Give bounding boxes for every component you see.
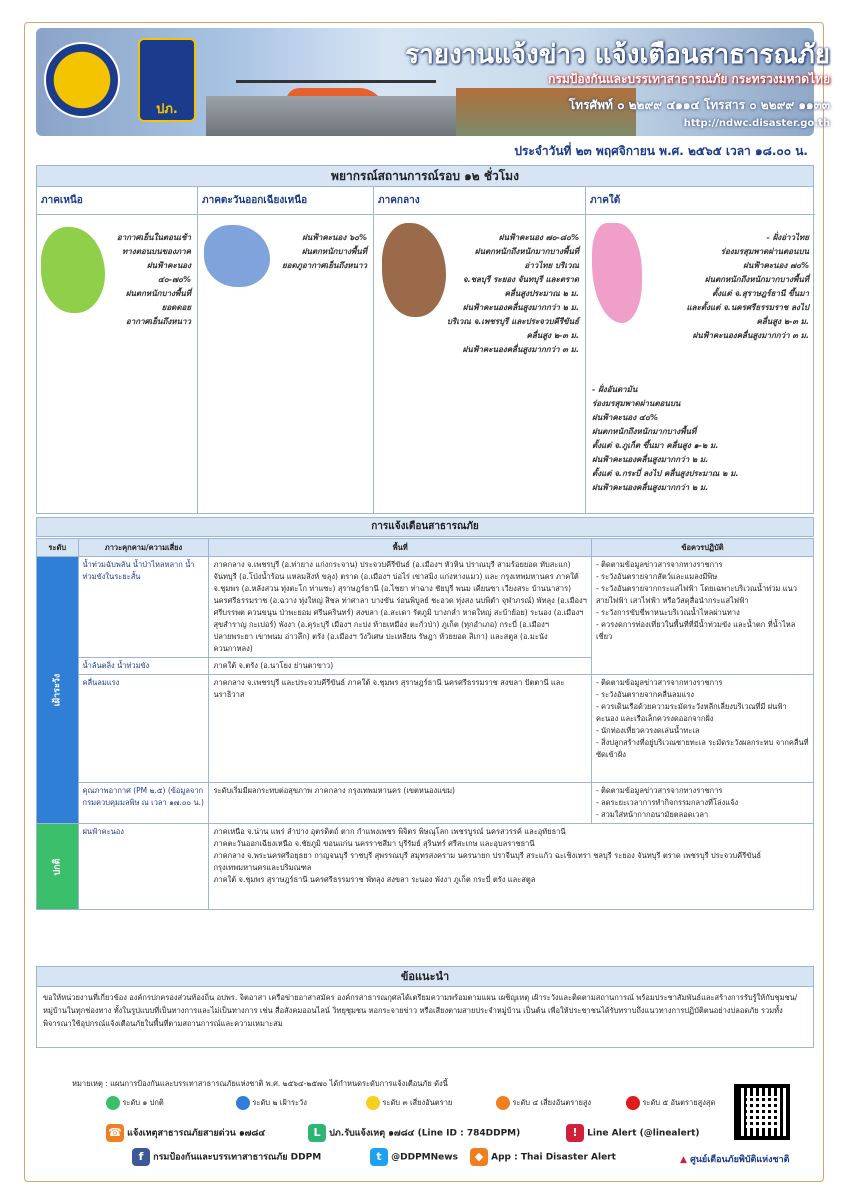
- advice-item: - ควรเดินเรือด้วยความระมัดระวังหลีกเลี่ยงบริเวณที่มี ฝนฟ้าคะนอง และเรือเล็กควรงดออกจากฝั่ง: [595, 702, 787, 723]
- level-dot-icon: [106, 1096, 120, 1110]
- region-name: ภาคใต้: [586, 187, 815, 215]
- advice-item: - ลดระยะเวลาการทำกิจกรรมกลางที่โล่งแจ้ง: [595, 798, 739, 807]
- forecast-line: ฝนฟ้าคะนอง: [146, 261, 191, 270]
- level-watch-cell: [37, 557, 79, 824]
- south-map: [592, 223, 642, 323]
- forecast-line: ฝนฟ้าคะนอง ๗๐-๘๐%: [498, 233, 579, 242]
- forecast-line: - ฝั่งอันดามัน: [592, 385, 638, 394]
- forecast-line: บริเวณ จ.เพชรบุรี และประจวบคีรีขันธ์: [446, 317, 579, 326]
- advice-cell: [591, 675, 813, 783]
- forecast-line: จ.ชลบุรี ระยอง จันทบุรี และตราด: [462, 275, 579, 284]
- level-label: ระดับ ๑ ปกติ: [120, 1098, 164, 1107]
- forecast-line: ฝนฟ้าคะนองคลื่นสูงมากกว่า ๒ ม.: [592, 483, 709, 492]
- area-line: ภาคกลาง จ.พระนครศรีอยุธยา กาญจนบุรี ราชบุรี สุพรรณบุรี สมุทรสงคราม นครนายก ปราจีนบุรี สระแก้ว ฉะเชิงเทรา ชลบุรี ระยอง จันทบุรี ตราด เพชรบุรี ประจวบคีรีขันธ์ กรุงเทพมหานครและปริมณฑล: [213, 851, 762, 872]
- advice-item: - ระวังอันตรายจากคลื่นลมแรง: [595, 690, 695, 699]
- advice-item: - นักท่องเที่ยวควรงดเล่นน้ำทะเล: [595, 726, 700, 735]
- level-watch-label: เฝ้าระวัง: [52, 673, 63, 707]
- level-label: ระดับ ๕ อันตรายสูงสุด: [640, 1098, 716, 1107]
- forecast-line: ฝนตกหนักบางพื้นที่: [301, 247, 367, 256]
- forecast-line: - ฝั่งอ่าวไทย: [766, 233, 809, 242]
- forecast-panel: [36, 186, 814, 514]
- facebook-label: กรมป้องกันและบรรเทาสาธารณภัย DDPM: [153, 1152, 322, 1163]
- forecast-line: ทางตอนบนของภาค: [122, 247, 191, 256]
- forecast-line: ยอดดอย: [161, 303, 191, 312]
- phone-fax: โทรศัพท์ ๐ ๒๒๙๙ ๔๑๑๔ โทรสาร ๐ ๒๒๙๙ ๑๑๓๓: [568, 98, 830, 112]
- department-name: กรมป้องกันและบรรเทาสาธารณภัย กระทรวงมหาดไทย: [548, 72, 830, 86]
- forecast-line: ฝนฟ้าคะนองคลื่นสูงมากกว่า ๓ ม.: [692, 331, 809, 340]
- forecast-line: ยอดภูอากาศเย็นถึงหนาว: [281, 261, 367, 270]
- forecast-line: ฝนตกหนักถึงหนักมากบางพื้นที่: [474, 247, 579, 256]
- report-date: ประจำวันที่ ๒๓ พฤศจิกายน พ.ศ. ๒๕๖๕ เวลา ๑๘.๐๐ น.: [514, 144, 808, 158]
- area-cell: ระดับเริ่มมีผลกระทบต่อสุขภาพ ภาคกลาง กรุงเทพมหานคร (เขตหนองแขม): [209, 783, 591, 824]
- legend-level-item: [236, 1096, 307, 1110]
- level-dot-icon: [496, 1096, 510, 1110]
- region-central-forecast: [399, 231, 579, 357]
- advice-item: - สิ่งปลูกสร้างที่อยู่บริเวณชายทะเล ระมัดระวังผลกระทบ จากคลื่นที่ซัดเข้าฝั่ง: [595, 738, 809, 759]
- forecast-line: คลื่นสูง ๒-๓ ม.: [756, 317, 809, 326]
- forecast-line: คลื่นสูงประมาณ ๒ ม.: [504, 289, 579, 298]
- advice-item: - ติดตามข้อมูลข่าวสารจากทางราชการ: [595, 678, 723, 687]
- twitter-label: @DDPMNews: [391, 1152, 458, 1163]
- advice-item: - ระวังอันตรายจากสัตว์และแมลงมีพิษ: [595, 572, 718, 581]
- app-icon: ◆: [470, 1148, 488, 1166]
- level-label: ระดับ ๔ เสี่ยงอันตรายสูง: [510, 1098, 592, 1107]
- forecast-line: ฝนฟ้าคะนองคลื่นสูงมากกว่า ๒ ม.: [592, 455, 709, 464]
- region-south-gulf-forecast: [639, 231, 809, 343]
- forecast-line: อ่าวไทย บริเวณ: [524, 261, 579, 270]
- line-alert-channel[interactable]: [566, 1124, 700, 1142]
- level-dot-icon: [366, 1096, 380, 1110]
- center-label: ศูนย์เตือนภัยพิบัติแห่งชาติ: [690, 1155, 790, 1165]
- forecast-line: ร่องมรสุมพาดผ่านตอนบน: [592, 399, 681, 408]
- forecast-line: ฝนฟ้าคะนองคลื่นสูงมากกว่า ๓ ม.: [462, 345, 579, 354]
- runway-image: [206, 96, 466, 136]
- report-title: รายงานแจ้งข่าว แจ้งเตือนสาธารณภัย: [405, 40, 830, 70]
- area-cell: [209, 824, 814, 910]
- area-line: ภาคใต้ จ.ชุมพร สุราษฎร์ธานี นครศรีธรรมราช พัทลุง สงขลา ระนอง พังงา ภูเก็ต กระบี่ ตรัง และสตูล: [213, 875, 536, 884]
- advice-text: ขอให้หน่วยงานที่เกี่ยวข้อง องค์กรปกครองส่วนท้องถิ่น อปพร. จิตอาสา เครือข่ายอาสาสมัคร องค์กรสาธารณกุศลได้เตรียมความพร้อมตามแผน เผชิญเหตุ เฝ้าระวังและติดตามสถานการณ์ พร้อมประชาสัมพันธ์และสร้างการรับรู้ให้กับชุมชน/หมู่บ้านในทุกช่องทาง ทั้งในรูปแบบที่เป็นทางการและไม่เป็นทางการ เช่น สื่อสังคมออนไลน์ วิทยุชุมชน หอกระจายข่าว หรือเสียงตามสายประจำหมู่บ้าน เป็นต้น เพื่อให้ประชาชนได้รับทราบถึงแนวทางการปฏิบัติตนอย่างปลอดภัย รวมทั้งพิจารณาใช้อุปกรณ์แจ้งเตือนภัยในพื้นที่ตามสถานการณ์และความเหมาะสม: [43, 993, 798, 1028]
- advice-cell: [591, 557, 813, 675]
- facebook-channel[interactable]: [132, 1148, 321, 1166]
- level-label: ระดับ ๓ เสี่ยงอันตราย: [380, 1098, 453, 1107]
- advice-item: - ติดตามข้อมูลข่าวสารจากทางราชการ: [595, 786, 723, 795]
- region-south-andaman-forecast: [592, 383, 802, 495]
- region-north: [37, 187, 198, 513]
- advice-item: - ติดตามข้อมูลข่าวสารจากทางราชการ: [595, 560, 723, 569]
- col-header-level: ระดับ: [37, 539, 79, 557]
- advice-item: - ควรงดการท่องเที่ยวในพื้นที่ที่มีน้ำท่วมขัง และน้ำตก ที่น้ำไหลเชี่ยว: [595, 620, 796, 641]
- helicopter-rotor: [236, 80, 436, 83]
- warning-title: การแจ้งเตือนสาธารณภัย: [36, 517, 814, 537]
- hotline-label: แจ้งเหตุสาธารณภัยสายด่วน ๑๗๘๔: [127, 1128, 266, 1139]
- area-line: ภาคเหนือ จ.น่าน แพร่ ลำปาง อุตรดิตถ์ ตาก กำแพงเพชร พิจิตร พิษณุโลก เพชรบูรณ์ นครสวรรค์ และอุทัยธานี: [213, 827, 566, 836]
- advice-section: [36, 966, 814, 1048]
- warning-center: [680, 1152, 790, 1166]
- ministry-emblem-logo: [44, 42, 120, 118]
- forecast-line: ร่องมรสุมพาดผ่านตอนบน: [720, 247, 809, 256]
- app-label: App : Thai Disaster Alert: [491, 1152, 616, 1163]
- level-dot-icon: [626, 1096, 640, 1110]
- area-cell: ภาคกลาง จ.เพชรบุรี (อ.ท่ายาง แก่งกระจาน) ประจวบคีรีขันธ์ (อ.เมืองฯ หัวหิน ปราณบุรี สามร้อยยอด ทับสะแก) จันทบุรี (อ.โป่งน้ำร้อน แหลมสิงห์ ขลุง) ตราด (อ.เมืองฯ บ่อไร่ เขาสมิง แก่งหางแมว) และ กรุงเทพมหานคร ภาคใต้ จ.ชุมพร (อ.หลังสวน ทุ่งตะโก ท่าแซะ) สุราษฎร์ธานี (อ.ไชยา ท่าฉาง ชัยบุรี พนม เคียนซา เวียงสระ บ้านนาสาร) นครศรีธรรมราช (อ.ฉวาง ทุ่งใหญ่ สิชล ท่าศาลา บางขัน ร่อนพิบูลย์ ชะอวด ทุ่งสง นบพิตำ จุฬาภรณ์) พัทลุง (อ.เมืองฯ ศรีบรรพต ควนขนุน ป่าพะยอม ศรีนครินทร์) สงขลา (อ.สะเดา รัตภูมิ บางกล่ำ หาดใหญ่ สะบ้าย้อย) ระนอง (อ.เมืองฯ สุขสำราญ กะเปอร์) พังงา (อ.คุระบุรี เมืองฯ กะปง ท้ายเหมือง ตะกั่วป่า) ภูเก็ต (ทุกอำเภอ) กระบี่ (อ.เมืองฯ ปลายพระยา เขาพนม อ่าวลึก) ตรัง (อ.เมืองฯ วังวิเศษ ปะเหลียน รัษฎา ห้วยยอด สิเกา) และสตูล (อ.มะนัง ควนกาหลง): [209, 557, 591, 658]
- qr-code[interactable]: [734, 1084, 790, 1140]
- forecast-line: ๔๐-๗๐%: [157, 275, 191, 284]
- forecast-line: ฝนฟ้าคะนอง ๔๐%: [592, 413, 658, 422]
- region-central: [374, 187, 586, 513]
- alert-icon: !: [566, 1124, 584, 1142]
- forecast-line: ฝนฟ้าคะนอง ๗๐%: [743, 261, 809, 270]
- region-northeast-forecast: [267, 231, 367, 273]
- advice-item: - สวมใส่หน้ากากอนามัยตลอดเวลา: [595, 810, 709, 819]
- area-cell: ภาคใต้ จ.ตรัง (อ.นาโยง ย่านตาขาว): [209, 658, 591, 675]
- hazard-cell: น้ำล้นตลิ่ง น้ำท่วมขัง: [78, 658, 209, 675]
- region-name: ภาคเหนือ: [37, 187, 197, 215]
- col-header-hazard: ภาวะคุกคาม/ความเสี่ยง: [78, 539, 209, 557]
- forecast-line: ตั้งแต่ จ.ภูเก็ต ขึ้นมา คลื่นสูง ๑-๒ ม.: [592, 441, 719, 450]
- phone-icon: ☎: [106, 1124, 124, 1142]
- forecast-line: อากาศเย็นในตอนเช้า: [116, 233, 191, 242]
- legend-level-item: [496, 1096, 591, 1110]
- hazard-cell: น้ำท่วมฉับพลัน น้ำป่าไหลหลาก น้ำท่วมขังในระยะสั้น: [78, 557, 209, 658]
- hazard-cell: ฝนฟ้าคะนอง: [78, 824, 209, 910]
- line-channel[interactable]: [308, 1124, 520, 1142]
- level-normal-label: ปกติ: [52, 857, 63, 876]
- twitter-icon: t: [370, 1148, 388, 1166]
- region-name: ภาคกลาง: [374, 187, 585, 215]
- forecast-line: และตั้งแต่ จ.นครศรีธรรมราช ลงไป: [686, 303, 809, 312]
- forecast-line: ฝนฟ้าคะนองคลื่นสูงมากกว่า ๒ ม.: [462, 303, 579, 312]
- table-row: [37, 783, 814, 824]
- forecast-line: ฝนฟ้าคะนอง ๖๐%: [302, 233, 367, 242]
- line-alert-label: Line Alert (@linealert): [587, 1128, 700, 1139]
- forecast-line: ตั้งแต่ จ.กระบี่ ลงไป คลื่นสูงประมาณ ๒ ม.: [592, 469, 739, 478]
- col-header-area: พื้นที่: [209, 539, 591, 557]
- col-header-advice: ข้อควรปฏิบัติ: [591, 539, 813, 557]
- app-channel[interactable]: [470, 1148, 616, 1166]
- forecast-line: ตั้งแต่ จ.สุราษฎร์ธานี ขึ้นมา: [712, 289, 809, 298]
- hazard-cell: คลื่นลมแรง: [78, 675, 209, 783]
- center-emblem-icon: ▲: [680, 1155, 687, 1165]
- forecast-line: คลื่นสูง ๒-๓ ม.: [526, 331, 579, 340]
- line-label: ปภ.รับแจ้งเหตุ ๑๗๘๔ (Line ID : 784DDPM): [329, 1128, 521, 1139]
- advice-cell: [591, 783, 813, 824]
- level-normal-cell: [37, 824, 79, 910]
- region-northeast: [198, 187, 374, 513]
- table-row: [37, 675, 814, 783]
- region-name: ภาคตะวันออกเฉียงเหนือ: [198, 187, 373, 215]
- table-row: [37, 557, 814, 658]
- forecast-line: ฝนตกหนักถึงหนักมากบางพื้นที่: [704, 275, 809, 284]
- northeast-map: [204, 225, 270, 287]
- hotline-channel[interactable]: [106, 1124, 265, 1142]
- ddpm-logo-text: ปภ.: [156, 102, 178, 117]
- forecast-title: พยากรณ์สถานการณ์รอบ ๑๒ ชั่วโมง: [36, 165, 814, 187]
- advice-item: - ระวังอันตรายจากกระแสไฟฟ้า โดยเฉพาะบริเวณน้ำท่วม แนวสายไฟฟ้า เสาไฟฟ้า หรือวัสดุสื่อนำกระแสไฟฟ้า: [595, 584, 797, 605]
- legend-level-item: [106, 1096, 164, 1110]
- line-icon: L: [308, 1124, 326, 1142]
- footer-legend: [36, 1076, 814, 1180]
- twitter-channel[interactable]: [370, 1148, 458, 1166]
- forecast-line: อากาศเย็นถึงหนาว: [125, 317, 191, 326]
- region-south: [586, 187, 815, 513]
- legend-level-item: [626, 1096, 715, 1110]
- legend-level-item: [366, 1096, 452, 1110]
- facebook-icon: f: [132, 1148, 150, 1166]
- warning-table-header: [37, 539, 814, 557]
- advice-title: ข้อแนะนำ: [37, 967, 813, 987]
- area-cell: ภาคกลาง จ.เพชรบุรี และประจวบคีรีขันธ์ ภาคใต้ จ.ชุมพร สุราษฎร์ธานี นครศรีธรรมราช สงขลา ปัตตานี และนราธิวาส: [209, 675, 591, 783]
- region-north-forecast: [101, 231, 191, 329]
- legend-note: หมายเหตุ : แผนการป้องกันและบรรเทาสาธารณภัยแห่งชาติ พ.ศ. ๒๕๖๔-๒๕๗๐ ได้กำหนดระดับการแจ้งเตือนภัย ดังนี้: [72, 1079, 448, 1088]
- advice-item: - ระวังการขับขี่พาหนะบริเวณน้ำไหลผ่านทาง: [595, 608, 740, 617]
- north-map: [41, 227, 105, 313]
- level-dot-icon: [236, 1096, 250, 1110]
- level-label: ระดับ ๒ เฝ้าระวัง: [250, 1098, 307, 1107]
- area-line: ภาคตะวันออกเฉียงเหนือ จ.ชัยภูมิ ขอนแก่น นครราชสีมา บุรีรัมย์ สุรินทร์ ศรีสะเกษ และอุบลราชธานี: [213, 839, 535, 848]
- table-row: [37, 824, 814, 910]
- warning-table: [36, 538, 814, 910]
- ddpm-logo: [138, 38, 196, 122]
- forecast-line: ฝนตกหนักบางพื้นที่: [125, 289, 191, 298]
- forecast-line: ฝนตกหนักถึงหนักมากบางพื้นที่: [592, 427, 697, 436]
- website-link[interactable]: http://ndwc.disaster.go.th: [683, 118, 830, 129]
- hazard-cell: คุณภาพอากาศ (PM ๒.๕) (ข้อมูลจากกรมควบคุมมลพิษ ณ เวลา ๑๗.๐๐ น.): [78, 783, 209, 824]
